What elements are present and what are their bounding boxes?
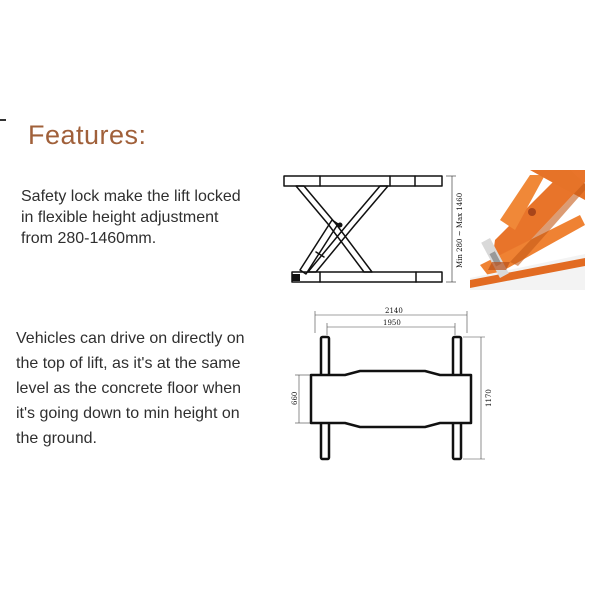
- text-line: it's going down to min height on: [16, 405, 240, 422]
- text-line: the ground.: [16, 430, 97, 447]
- platform-width-label: 660: [291, 391, 299, 405]
- scissor-lift-side-view-diagram: [280, 168, 465, 292]
- hydraulic-cylinder: [300, 220, 338, 274]
- base-frame: [292, 272, 442, 282]
- center-platform: [311, 371, 471, 427]
- text-line: Safety lock make the lift locked: [21, 188, 241, 205]
- text-line: from 280-1460mm.: [21, 230, 157, 247]
- feature-drive-on-text: [16, 326, 278, 451]
- inner-width-label: 1950: [383, 319, 401, 327]
- lift-photo-illustration: [470, 170, 585, 290]
- lift-photo: [470, 170, 585, 290]
- corner-mark: [0, 119, 6, 121]
- text-line: level as the concrete floor when: [16, 380, 242, 397]
- feature-safety-lock-text: [21, 186, 271, 249]
- base-block: [292, 274, 300, 281]
- top-platform: [284, 176, 442, 186]
- text-line: Vehicles can drive on directly on: [16, 330, 245, 347]
- height-range-label: Min 280 ~ Max 1460: [456, 192, 464, 268]
- total-length-label: 1170: [485, 389, 493, 407]
- scissor-arm-b: [308, 186, 388, 272]
- pivot-pin: [338, 223, 343, 228]
- text-line: in flexible height adjustment: [21, 209, 219, 226]
- overall-width-label: 2140: [385, 307, 403, 315]
- text-line: the top of lift, as it's at the same: [16, 355, 241, 372]
- page-title: Features:: [28, 120, 147, 150]
- lift-top-view-diagram: [285, 305, 500, 465]
